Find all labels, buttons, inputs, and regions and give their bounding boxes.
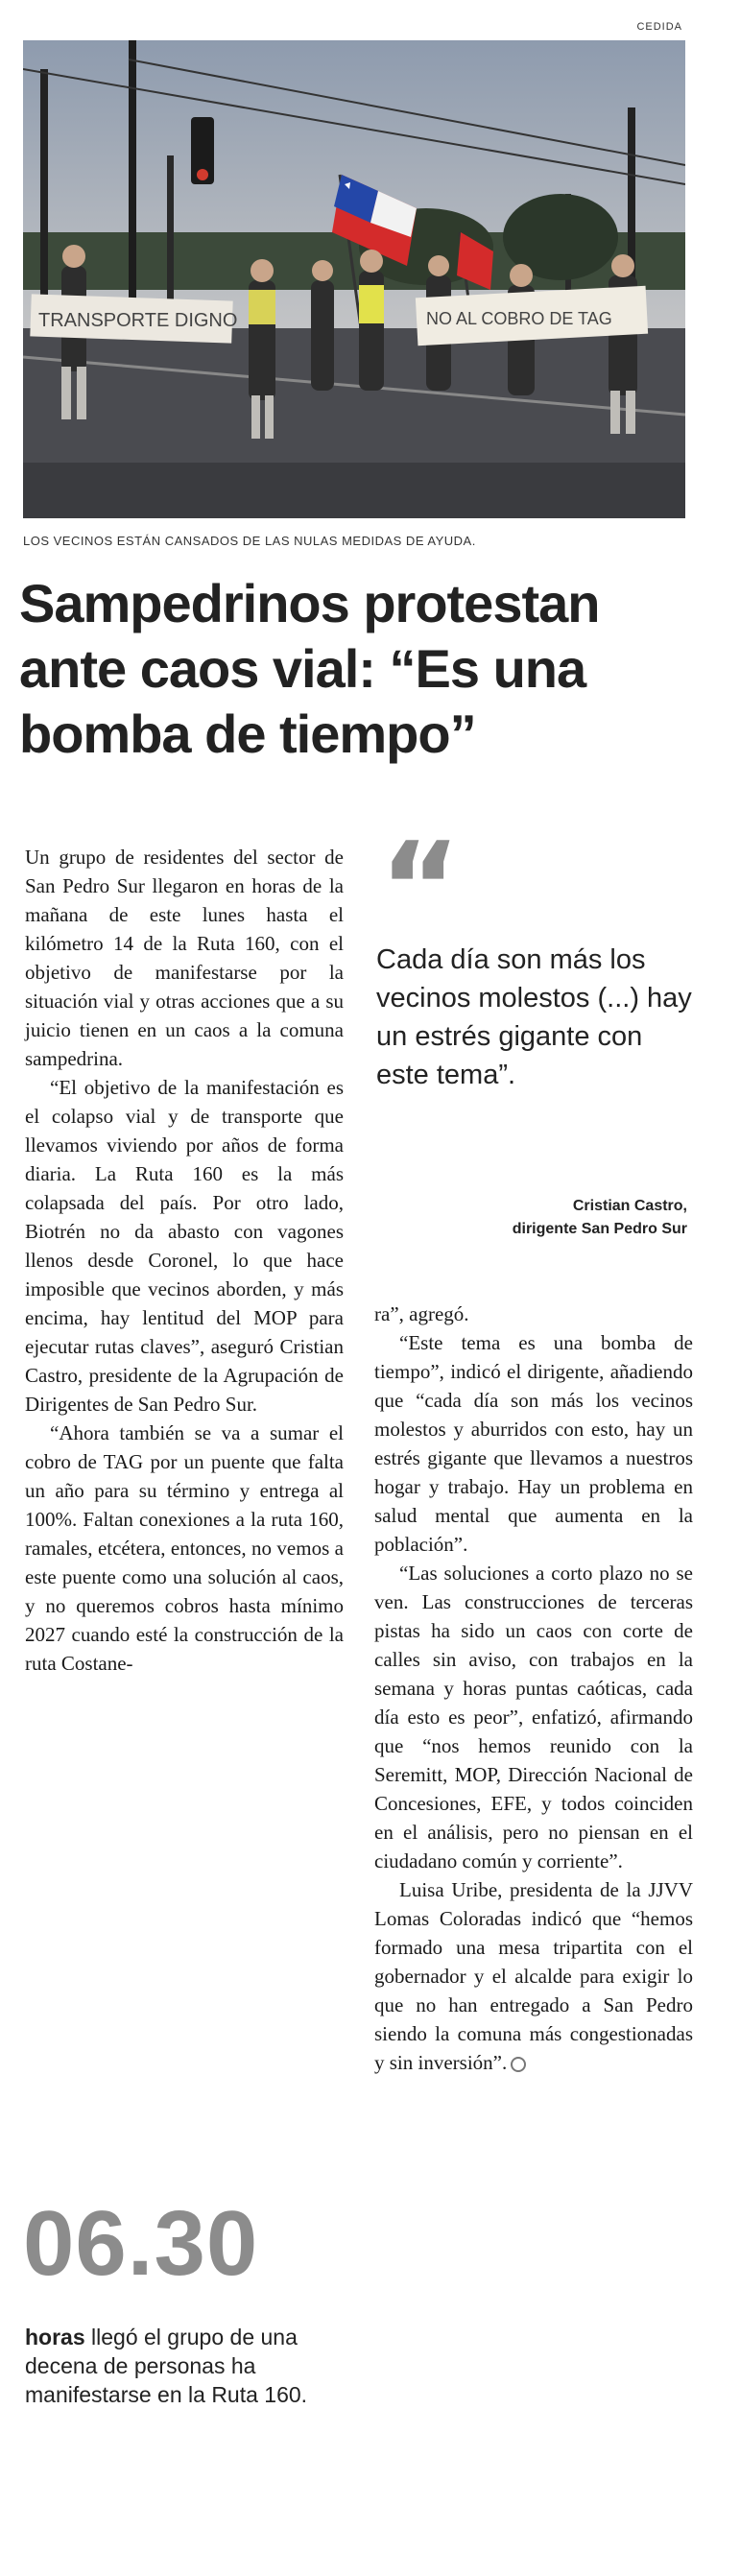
- article-right-column: [374, 1300, 693, 2077]
- highlight-caption: [25, 2323, 342, 2409]
- quote-author-name: Cristian Castro,: [572, 1198, 687, 1214]
- quote-author-role: dirigente San Pedro Sur: [512, 1221, 687, 1237]
- paragraph: Un grupo de residentes del sector de San Pedro Sur llegaron en horas de la mañana de este lunes hasta el kilómetro 14 de la Ruta 160, con el objetivo de manifestarse por la situación vial y otras acciones que a su juicio tienen en un caos a la comuna sampedrina.: [25, 846, 344, 1070]
- paragraph: “Ahora también se va a sumar el cobro de TAG por un puente que falta un año para su término y entrega al 100%. Faltan conexiones a la ruta 160, ramales, etcétera, entonces, no vemos a este puente como una solución al caos, y no queremos cobros hasta mínimo 2027 cuando esté la construcción de la ruta Costane-: [25, 1421, 344, 1675]
- headline: Sampedrinos protestan ante caos vial: “Es una bomba de tiempo”: [19, 573, 600, 764]
- photo-caption: LOS VECINOS ESTÁN CANSADOS DE LAS NULAS MEDIDAS DE AYUDA.: [23, 534, 476, 548]
- paragraph: “Las soluciones a corto plazo no se ven. Las construcciones de terceras pistas ha sido un caos con corte de calles sin aviso, con trabajos en la semana y horas puntas caóticas, cada día esto es peor”, enfatizó, afirmando que “nos hemos reunido con la Seremitt, MOP, Dirección Nacional de Concesiones, EFE, y todos coinciden en el análisis, pero no piensan en el ciudadano común y corriente”.: [374, 1562, 693, 1872]
- banner-left-text: TRANSPORTE DIGNO: [38, 310, 238, 331]
- pull-quote: Cada día son más los vecinos molestos (...) hay un estrés gigante con este tema”.: [376, 944, 692, 1090]
- quote-mark-icon: “: [379, 815, 462, 961]
- photo-credit: CEDIDA: [636, 21, 682, 33]
- paragraph: ra”, agregó.: [374, 1302, 469, 1325]
- highlight-lead: horas: [25, 2325, 85, 2349]
- highlight-number: 06.30: [23, 2192, 259, 2295]
- paragraph: [374, 1875, 693, 2077]
- paragraph: “Este tema es una bomba de tiempo”, indicó el dirigente, añadiendo que “cada día son más los vecinos molestos y aburridos con esto, hay un estrés gigante que llevamos a nuestros hogar y trabajo. Hay un problema en salud mental que aumenta en la población”.: [374, 1331, 693, 1556]
- highlight-text: llegó el grupo de una decena de personas ha manifestarse en la Ruta 160.: [25, 2325, 308, 2407]
- end-mark-icon: [511, 2057, 526, 2072]
- paragraph: “El objetivo de la manifestación es el colapso vial y de transporte que llevamos viviendo por años de forma diaria. La Ruta 160 es la más colapsada del país. Por otro lado, Biotrén no da abasto con vagones llenos desde Coronel, lo que hace imposible que vecinos aborden, y más encima, hay lentitud del MOP para ejecutar rutas claves”, aseguró Cristian Castro, presidente de la Agrupación de Dirigentes de San Pedro Sur.: [25, 1076, 344, 1416]
- protest-photo: [23, 40, 685, 518]
- quote-author: [513, 1195, 687, 1241]
- banner-right-text: NO AL COBRO DE TAG: [426, 309, 612, 328]
- article-left-column: [25, 843, 344, 1678]
- paragraph-text: Luisa Uribe, presidenta de la JJVV Lomas Coloradas indicó que “hemos formado una mesa tripartita con el gobernador y el alcalde para exigir lo que no han entregado a San Pedro siendo la comuna más congestionadas y sin inversión”.: [374, 1878, 693, 2074]
